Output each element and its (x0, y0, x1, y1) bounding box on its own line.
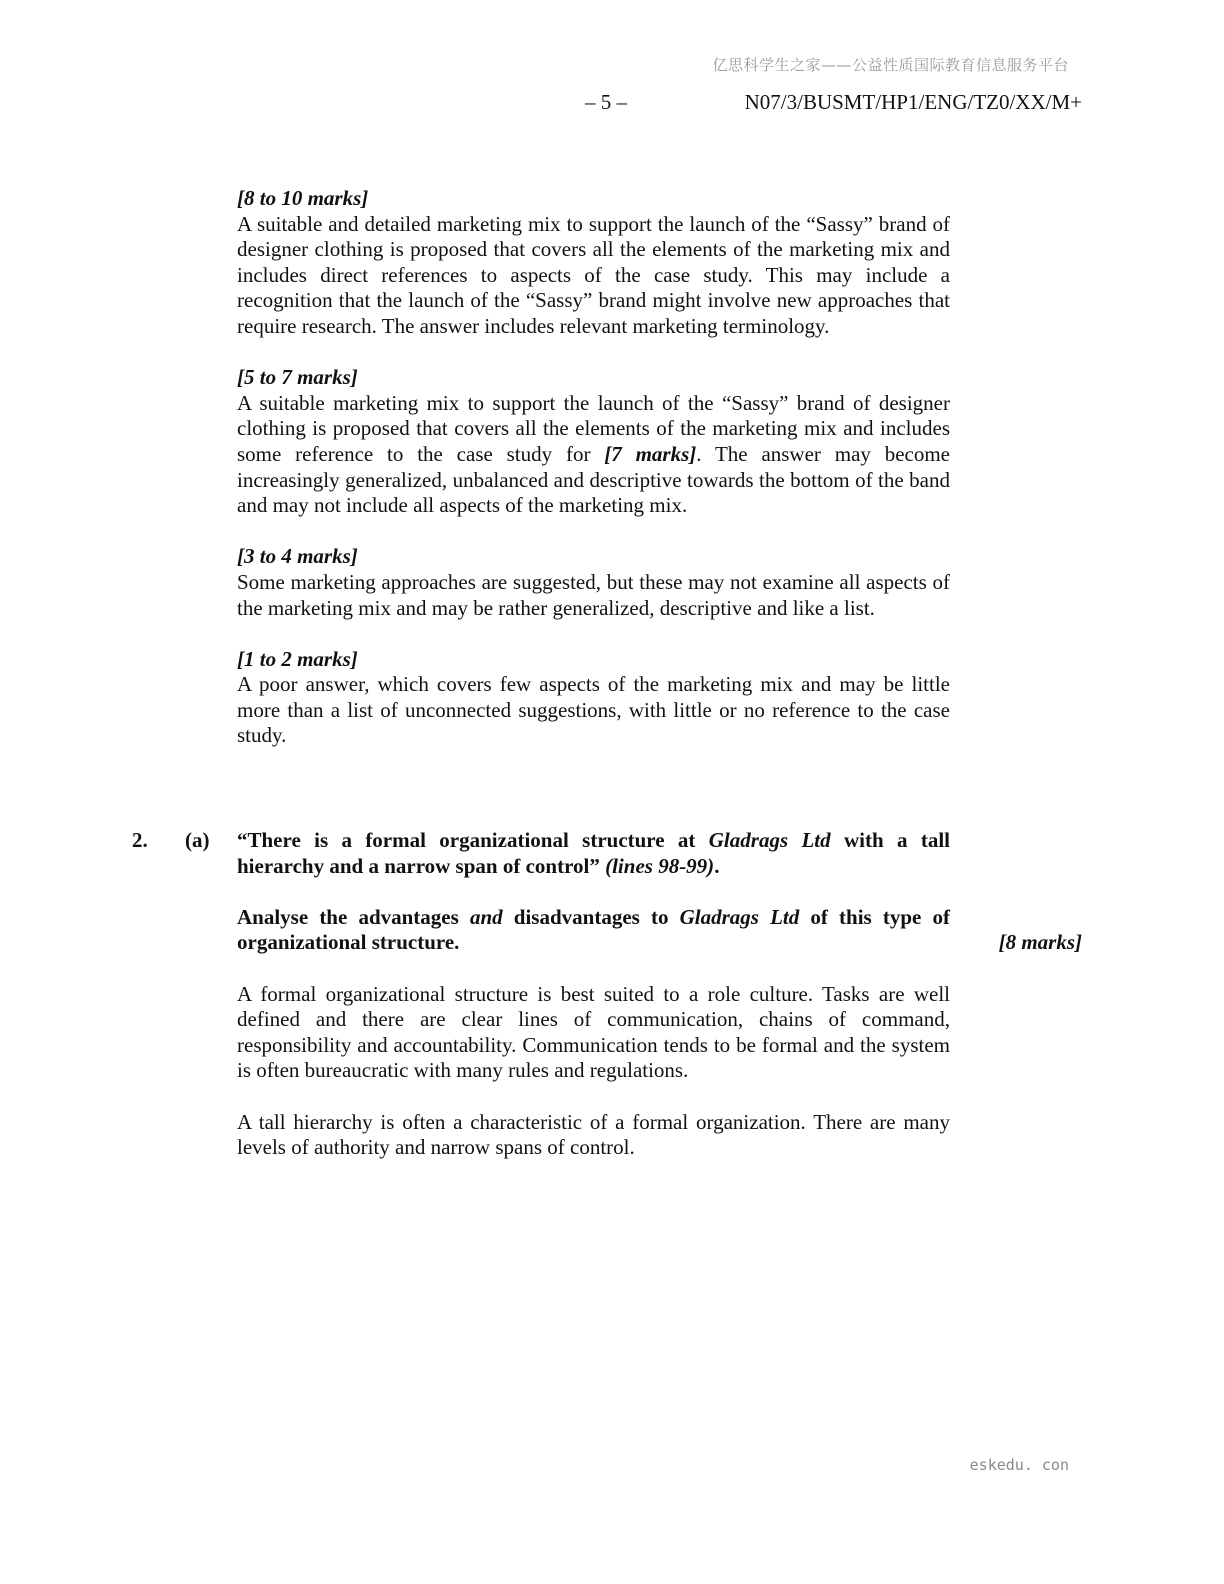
question-body (237, 828, 950, 1186)
question-part: (a) (185, 828, 210, 852)
band-5-to-7 (237, 365, 950, 519)
question-quote (237, 828, 950, 879)
task-text: disadvantages to (502, 904, 680, 929)
quote-text: with a tall hierarchy and a narrow span of control” (237, 828, 950, 878)
answer-paragraph: A tall hierarchy is often a characteristic of a formal organization. There are many levels of authority and narrow spans of control. (237, 1109, 950, 1160)
answer-paragraph: A formal organizational structure is best suited to a role culture. Tasks are well defined and there are clear lines of communication, chains of command, responsibility and accountability. Communication tends to be formal and the system is often bureaucratic with many rules and regulations. (237, 981, 950, 1083)
page-number: – 5 – (585, 90, 627, 114)
band-heading: [3 to 4 marks] (237, 544, 358, 569)
band-text-before: A suitable marketing mix to support the launch of the “Sassy” brand of designer clothing is proposed that covers all the elements of the marketing mix and includes some reference to the case study for (237, 390, 950, 466)
markscheme-bands (237, 186, 950, 775)
band-heading: [8 to 10 marks] (237, 186, 369, 210)
band-description: Some marketing approaches are suggested, but these may not examine all aspects of the marketing mix and may be rather generalized, descriptive and like a list. (237, 569, 950, 620)
company-name: Gladrags Ltd (708, 828, 831, 852)
band-1-to-2 (237, 647, 950, 749)
band-heading: [5 to 7 marks] (237, 365, 358, 390)
question-number: 2. (132, 828, 148, 852)
band-description (237, 391, 950, 519)
band-3-to-4 (237, 544, 950, 621)
question-task (237, 905, 950, 956)
quote-text: . (714, 853, 720, 878)
header-watermark: 亿思科学生之家——公益性质国际教育信息服务平台 (712, 56, 1069, 74)
document-code: N07/3/BUSMT/HP1/ENG/TZ0/XX/M+ (744, 90, 1082, 114)
band-description: A poor answer, which covers few aspects of the marketing mix and may be little more than a list of unconnected suggestions, with little or no reference to the case study. (237, 672, 950, 748)
quote-text: “There is a formal organizational structure at (237, 828, 709, 852)
band-text-after: . The answer may become increasingly generalized, unbalanced and descriptive towards the bottom of the band and may not include all aspects of the marketing mix. (237, 441, 951, 518)
company-name: Gladrags Ltd (679, 904, 800, 929)
footer-watermark: eskedu. con (969, 1456, 1069, 1474)
band-heading: [1 to 2 marks] (237, 646, 358, 671)
inline-marks: [7 marks] (604, 441, 697, 466)
question-marks: [8 marks] (998, 930, 1082, 955)
band-8-to-10 (237, 186, 950, 340)
task-emphasis: and (469, 904, 503, 929)
band-description: A suitable and detailed marketing mix to support the launch of the “Sassy” brand of designer clothing is proposed that covers all the elements of the marketing mix and includes direct references to aspects of the case study. This may include a recognition that the launch of the “Sassy” brand might involve new approaches that require research. The answer includes relevant marketing terminology. (237, 211, 950, 338)
task-text: of this type of organizational structure. (237, 904, 950, 955)
task-text: Analyse the advantages (237, 904, 470, 929)
line-reference: (lines 98-99) (605, 853, 715, 878)
